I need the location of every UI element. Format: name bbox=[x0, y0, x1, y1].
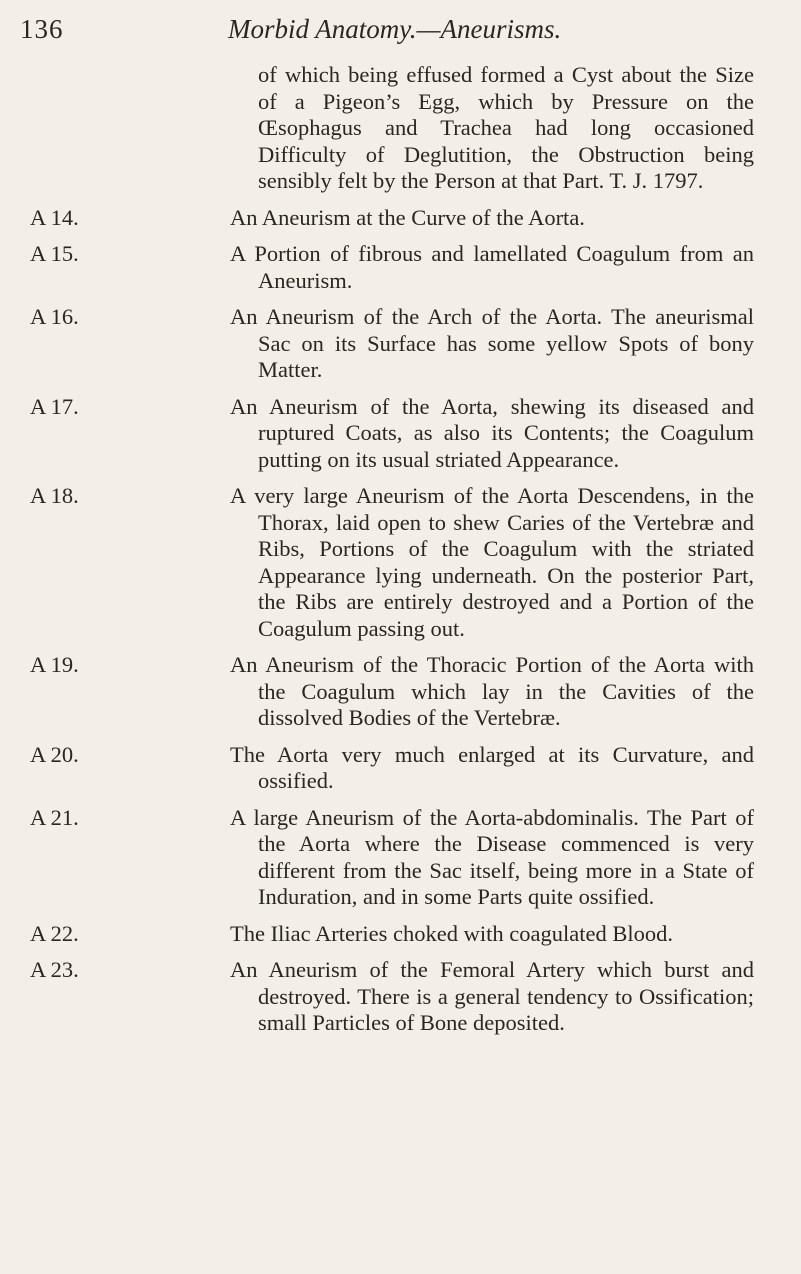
catalogue-entry bbox=[0, 957, 801, 1037]
entry-number: A 20. bbox=[30, 741, 79, 767]
catalogue-entry bbox=[0, 241, 801, 294]
catalogue-entry bbox=[0, 205, 801, 232]
catalogue-entry bbox=[0, 921, 801, 948]
catalogue-entry bbox=[0, 394, 801, 474]
catalogue-entry bbox=[0, 483, 801, 642]
catalogue-entry bbox=[0, 652, 801, 732]
continuation-paragraph: of which being effused formed a Cyst about the Size of a Pigeon’s Egg, which by Pressure on the Œsophagus and Trachea had long occasioned Difficulty of Deglutition, the Obstruction being sensibly felt by the Person at that Part. T. J. 1797. bbox=[258, 62, 754, 193]
entry-number: A 14. bbox=[30, 204, 79, 230]
entry-description: A very large Aneurism of the Aorta Descendens, in the Thorax, laid open to shew Caries of the Vertebræ and Ribs, Portions of the Coagulum with the striated Appearance lying underneath. On the posterior Part, the Ribs are entirely destroyed and a Portion of the Coagulum passing out. bbox=[230, 483, 754, 641]
page-body bbox=[0, 62, 801, 1037]
page-header bbox=[20, 14, 761, 54]
catalogue-entry bbox=[0, 742, 801, 795]
entry-number: A 18. bbox=[30, 483, 79, 508]
entry-description: An Aneurism of the Arch of the Aorta. The aneurismal Sac on its Surface has some yellow Spots of bony Matter. bbox=[230, 304, 754, 382]
entry-number: A 17. bbox=[30, 393, 79, 419]
entry-number: A 23. bbox=[30, 957, 79, 982]
entry-number: A 22. bbox=[30, 920, 79, 946]
page-number: 136 bbox=[20, 14, 64, 44]
entry-number: A 15. bbox=[30, 241, 79, 266]
entry-number: A 19. bbox=[30, 652, 79, 677]
running-title: Morbid Anatomy.—Aneurisms. bbox=[228, 14, 562, 44]
entry-description: The Iliac Arteries choked with coagulated Blood. bbox=[230, 920, 673, 946]
entry-description: A large Aneurism of the Aorta-abdominalis. The Part of the Aorta where the Disease commenced is very different from the Sac itself, being more in a State of Induration, and in some Parts quite ossified. bbox=[230, 804, 754, 909]
entry-description: An Aneurism at the Curve of the Aorta. bbox=[230, 204, 585, 230]
entry-description: An Aneurism of the Aorta, shewing its diseased and ruptured Coats, as also its Contents; the Coagulum putting on its usual striated Appearance. bbox=[230, 393, 754, 472]
entry-description: A Portion of fibrous and lamellated Coagulum from an Aneurism. bbox=[230, 241, 754, 293]
entry-description: An Aneurism of the Thoracic Portion of the Aorta with the Coagulum which lay in the Cavities of the dissolved Bodies of the Vertebræ. bbox=[230, 652, 754, 730]
catalogue-entry bbox=[0, 304, 801, 384]
entry-number: A 21. bbox=[30, 804, 79, 830]
catalogue-entry bbox=[0, 805, 801, 911]
entry-number: A 16. bbox=[30, 304, 79, 329]
entry-description: The Aorta very much enlarged at its Curvature, and ossified. bbox=[230, 741, 754, 793]
entry-description: An Aneurism of the Femoral Artery which burst and destroyed. There is a general tendency to Ossification; small Particles of Bone deposited. bbox=[230, 957, 754, 1035]
